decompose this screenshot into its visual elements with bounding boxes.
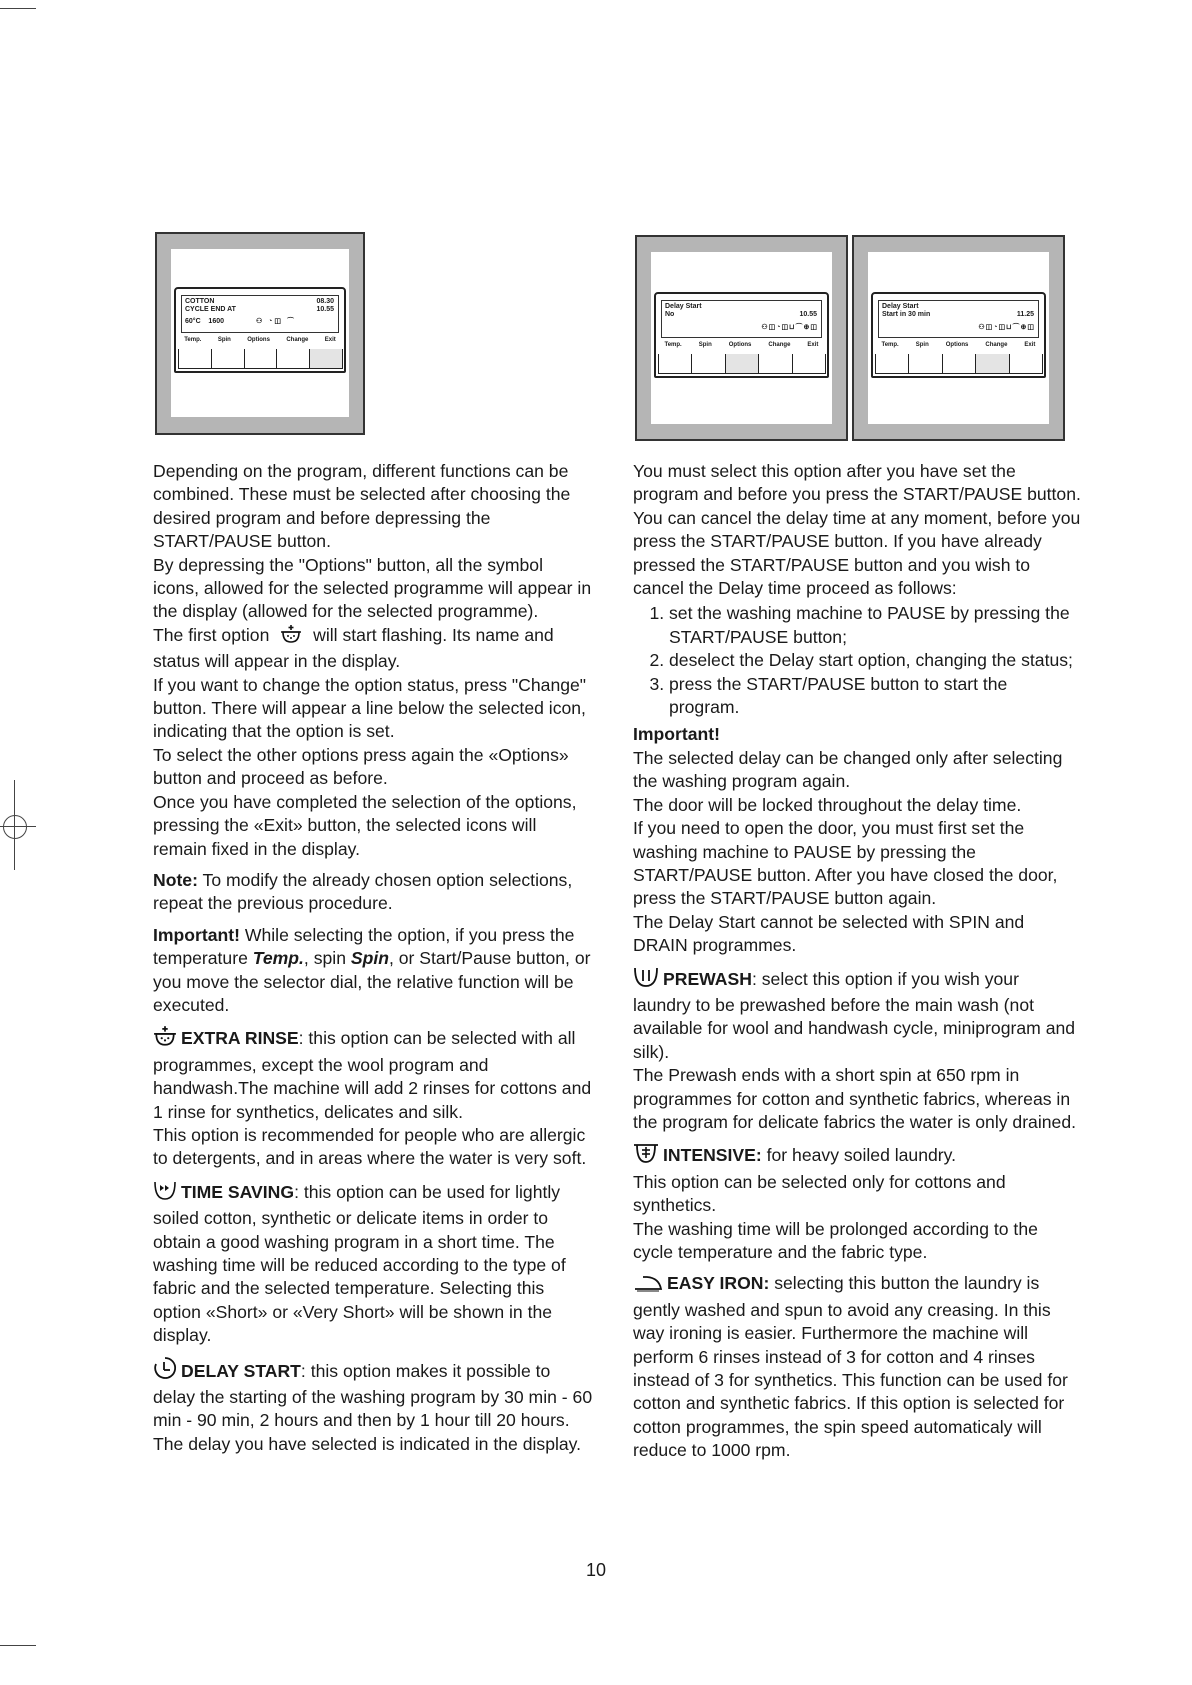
- left-column: Depending on the program, different functions can be combined. These must be selected after choosing the desired program and before depressing the START/PAUSE button. By depressing the "Options" button, all the symbol icons, allowed for the selected programme will appear in the display (allowed for the selected programme). The first option will start flashing. Its name and status will appear in the display. If you want to change the option status, press "Change" button. There will appear a line below the selected icon, indicating that the option is set. To select the other options press again the «Options» button and proceed as before. Once you have completed the selection of the options, pressing the «Exit» button, the selected icons will remain fixed in the display. Note: To modify the already chosen option selections, repeat the previous procedure. Important! While selecting the option, if you press the temperature Temp., spin Spin, or Start/Pause button, or you move the selector dial, the relative function will be executed. EXTRA RINSE: this option can be selected with all programmes, except the wool program and handwash.The machine will add 2 rinses for cottons and 1 rinse for synthetics, delicates and silk. This option is recommended for people who are allergic to detergents, and in areas where the water is very soft. TIME SAVING: this option can be used for lightly soiled cotton, synthetic or delicate items in order to obtain a good washing program in a short time. The washing time will be reduced according to the type of fabric and the selected temperature. Selecting this option «Short» or «Very Short» will be shown in the display. DELAY START: this option makes it possible to delay the starting of the washing program by 30 min - 60 min - 90 min, 2 hours and then by 1 hour till 20 hours. The delay you have selected is indicated in the display.: [153, 460, 593, 1456]
- extra-rinse-paragraph: EXTRA RINSE: this option can be selected with all programmes, except the wool program and handwash.The machine will add 2 rinses for cottons and 1 rinse for synthetics, delicates and silk.: [153, 1025, 593, 1124]
- crop-mark: [0, 8, 36, 9]
- control-panel: [174, 287, 346, 373]
- panel-keys: [875, 354, 1042, 374]
- time-saving-icon: [153, 1179, 177, 1207]
- important-paragraph: Important! While selecting the option, if you press the temperature Temp., spin Spin, or Start/Pause button, or you move the selector dial, the relative function will be executed.: [153, 924, 591, 1015]
- lcd-screen: Delay Start Start in 30 min 11.25 ⚇◫◔◫⊔⌒⊕◫: [878, 300, 1039, 338]
- change-label: Change: [286, 337, 309, 343]
- first-option-paragraph: The first option will start flashing. Its name and status will appear in the display.: [153, 624, 554, 672]
- panel-keys: [658, 354, 825, 374]
- delay-start-paragraph: DELAY START: this option makes it possible to delay the starting of the washing program by 30 min - 60 min - 90 min, 2 hours and then by 1 hour till 20 hours. The delay you have selected is indicated in the display.: [153, 1356, 593, 1457]
- panel-keys: [178, 349, 342, 369]
- cancel-delay-steps: [633, 602, 1081, 719]
- option-icons: ⚇◫◔◫⊔⌒⊕◫: [761, 324, 818, 331]
- prewash-icon: [633, 966, 659, 994]
- crop-mark: [0, 1645, 36, 1646]
- spin-label: Spin: [217, 337, 231, 343]
- figure-left-display: [155, 232, 365, 435]
- prewash-paragraph: PREWASH: select this option if you wish your laundry to be prewashed before the main wash (not available for wool and handwash cycle, miniprogram and silk).: [633, 966, 1081, 1065]
- iron-icon: [633, 1272, 663, 1298]
- time-saving-paragraph: TIME SAVING: this option can be used for lightly soiled cotton, synthetic or delicate items in order to obtain a good washing program in a short time. The washing time will be reduced according to the type of fabric and the selected temperature. Selecting this option «Short» or «Very Short» will be shown in the display.: [153, 1179, 593, 1348]
- easy-iron-paragraph: EASY IRON: selecting this button the laundry is gently washed and spun to avoid any creasing. In this way ironing is easier. Furthermore the machine will perform 6 rinses instead of 3 for cotton and 4 rinses instead of 3 for synthetics. This function can be used for cotton and synthetic fabrics. If this option is selected for cotton programmes, the spin speed automaticaly will reduce to 1000 rpm.: [633, 1273, 1068, 1461]
- list-item: 1. set the washing machine to PAUSE by pressing the START/PAUSE button;: [669, 602, 1081, 649]
- temp-label: Temp.: [184, 337, 202, 343]
- intensive-paragraph: INTENSIVE: for heavy soiled laundry.: [633, 1142, 1081, 1170]
- page-number: 10: [585, 1560, 607, 1580]
- figure-delay-no: [635, 235, 848, 441]
- delay-start-icon: [153, 1356, 177, 1386]
- list-item: 2. deselect the Delay start option, changing the status;: [669, 649, 1081, 672]
- option-icons: ⚇◫◔◫⊔⌒⊕◫: [978, 324, 1035, 331]
- extra-rinse-icon: [280, 624, 302, 650]
- exit-label: Exit: [324, 337, 336, 343]
- registration-mark: [3, 815, 27, 839]
- control-panel: Delay Start Start in 30 min 11.25 ⚇◫◔◫⊔⌒⊕◫ Temp. Spin Options Change Exit: [871, 292, 1046, 378]
- intensive-icon: [633, 1142, 659, 1170]
- right-column: You must select this option after you have set the program and before you press the START/PAUSE button. You can cancel the delay time at any moment, before you press the START/PAUSE button. If you have already pressed the START/PAUSE button and you wish to cancel the Delay time proceed as follows: 1. set the washing machine to PAUSE by pressing the START/PAUSE button; 2. deselect the Delay start option, changing the status; 3. press the START/PAUSE button to start the program. Important! The selected delay can be changed only after selecting the washing program again. The door will be locked throughout the delay time. If you need to open the door, you must first set the washing machine to PAUSE by pressing the START/PAUSE button. After you have closed the door, press the START/PAUSE button again. The Delay Start cannot be selected with SPIN and DRAIN programmes. PREWASH: select this option if you wish your laundry to be prewashed before the main wash (not available for wool and handwash cycle, miniprogram and silk). The Prewash ends with a short spin at 650 rpm in programmes for cotton and synthetic fabrics, whereas in the program for delicate fabrics the water is only drained. INTENSIVE: for heavy soiled laundry. This option can be selected only for cottons and synthetics. The washing time will be prolonged according to the cycle temperature and the fabric type. EASY IRON: selecting this button the laundry is gently washed and spun to avoid any creasing. In this way ironing is easier. Furthermore the machine will perform 6 rinses instead of 3 for cotton and 4 rinses instead of 3 for synthetics. This function can be used for cotton and synthetic fabrics. If this option is selected for cotton programmes, the spin speed automaticaly will reduce to 1000 rpm.: [633, 460, 1081, 1463]
- extra-rinse-icon: [153, 1025, 177, 1053]
- lcd-screen: Delay Start No 10.55 ⚇◫◔◫⊔⌒⊕◫: [661, 300, 822, 338]
- list-item: 3. press the START/PAUSE button to start the program.: [669, 673, 1081, 720]
- control-panel: Delay Start No 10.55 ⚇◫◔◫⊔⌒⊕◫ Temp. Spin Options Change Exit: [654, 292, 829, 378]
- options-label: Options: [247, 337, 270, 343]
- note-paragraph: Note: To modify the already chosen option selections, repeat the previous procedure.: [153, 869, 573, 914]
- option-icons: ⚇ ◔◫ ⌒: [255, 318, 296, 325]
- figure-delay-30min: [852, 235, 1065, 441]
- lcd-screen: COTTON 08.30 CYCLE END AT 10.55 60°C 1600 ⚇ ◔◫ ⌒: [181, 295, 339, 333]
